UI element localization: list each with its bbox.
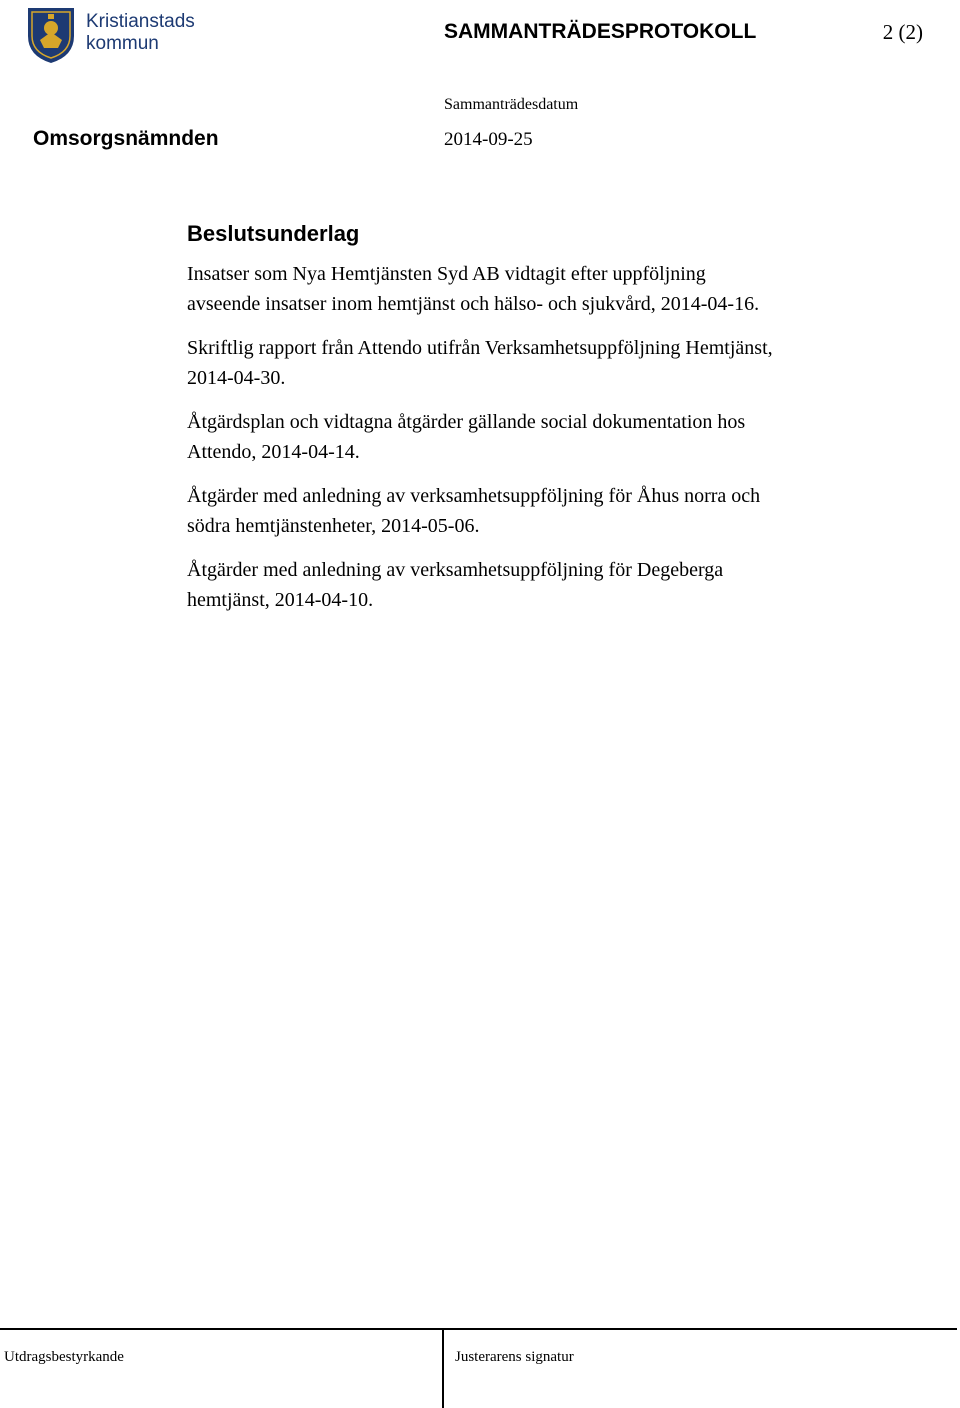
logo-text-line1: Kristianstads — [86, 11, 195, 32]
coat-of-arms-icon — [26, 6, 76, 64]
footer-signature-label: Justerarens signatur — [455, 1349, 574, 1365]
document-body — [187, 259, 877, 629]
section-heading: Beslutsunderlag — [187, 221, 360, 246]
paragraph: Åtgärder med anledning av verksamhetsuppföljning för Degeberga hemtjänst, 2014-04-10. — [187, 559, 724, 611]
paragraph: Insatser som Nya Hemtjänsten Syd AB vidtagit efter uppföljning avseende insatser inom hemtjänst och hälso- och sjukvård, 2014-04-16. — [187, 263, 760, 315]
paragraph: Skriftlig rapport från Attendo utifrån Verksamhetsuppföljning Hemtjänst, 2014-04-30. — [187, 337, 773, 389]
committee-name: Omsorgsnämnden — [33, 127, 219, 150]
footer-certification-label: Utdragsbestyrkande — [4, 1349, 124, 1365]
paragraph: Åtgärdsplan och vidtagna åtgärder gällande social dokumentation hos Attendo, 2014-04-14. — [187, 411, 746, 463]
page-number: 2 (2) — [882, 20, 923, 44]
logo-text-line2: kommun — [86, 33, 159, 54]
meeting-date: 2014-09-25 — [444, 129, 533, 150]
paragraph: Åtgärder med anledning av verksamhetsuppföljning för Åhus norra och södra hemtjänstenheter, 2014-05-06. — [187, 485, 761, 537]
municipality-logo — [26, 6, 226, 64]
document-title: SAMMANTRÄDESPROTOKOLL — [444, 20, 757, 43]
meeting-date-label: Sammanträdesdatum — [444, 96, 579, 113]
footer-rule — [0, 1328, 957, 1330]
footer-divider — [442, 1328, 444, 1408]
